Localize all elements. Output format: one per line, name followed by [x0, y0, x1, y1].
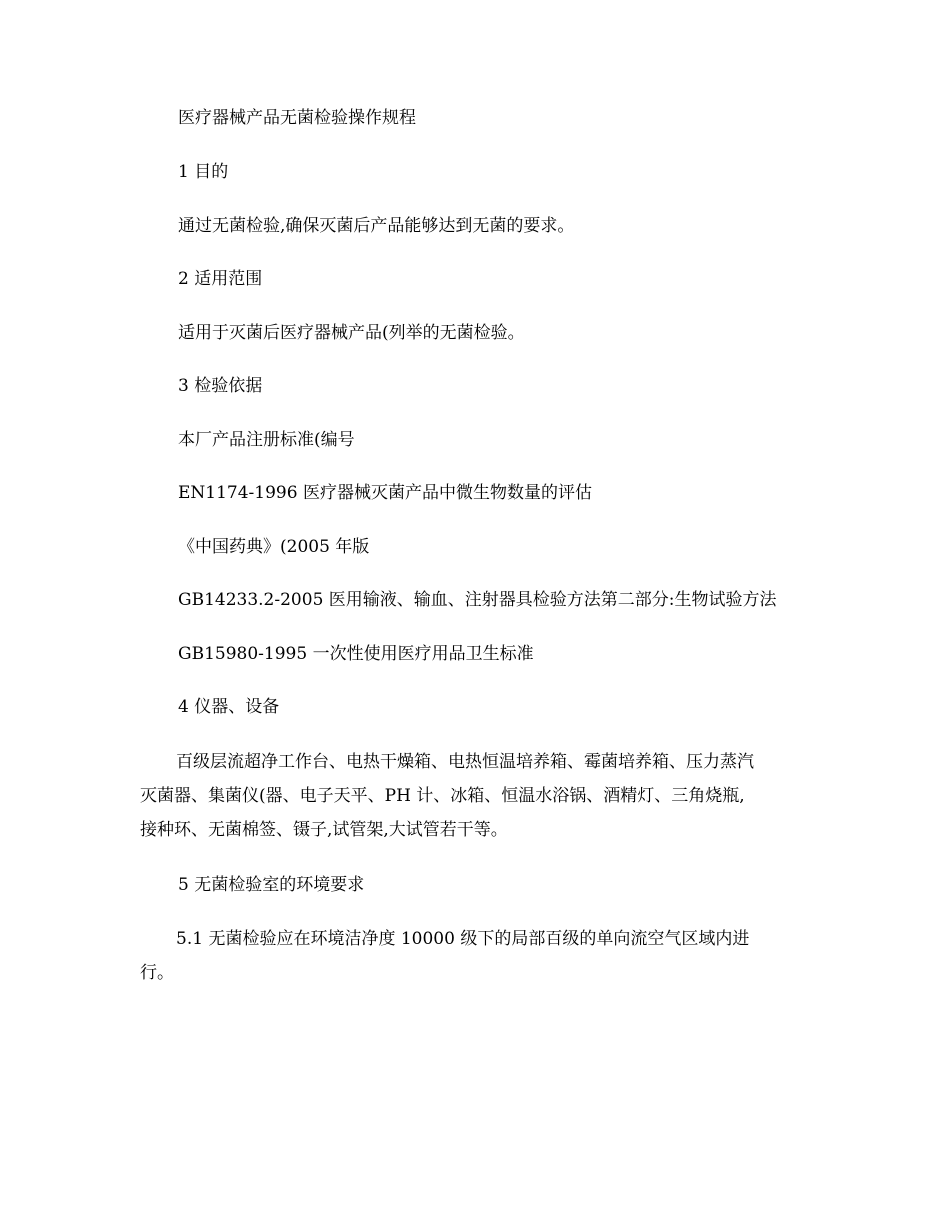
equipment-line: 百级层流超净工作台、电热干燥箱、电热恒温培养箱、霉菌培养箱、压力蒸汽 [176, 752, 754, 772]
equipment-paragraph [140, 745, 820, 847]
environment-line: 行。 [140, 963, 174, 983]
equipment-line: 接种环、无菌棉签、镊子,试管架,大试管若干等。 [140, 820, 508, 840]
section-heading-purpose: 1 目的 [178, 162, 229, 182]
section-heading-environment: 5 无菌检验室的环境要求 [178, 875, 365, 895]
basis-item: EN1174-1996 医疗器械灭菌产品中微生物数量的评估 [178, 483, 592, 503]
basis-item: 本厂产品注册标准(编号 [178, 430, 355, 450]
section-heading-scope: 2 适用范围 [178, 269, 263, 289]
purpose-text: 通过无菌检验,确保灭菌后产品能够达到无菌的要求。 [178, 216, 575, 236]
basis-item: GB15980-1995 一次性使用医疗用品卫生标准 [178, 644, 534, 664]
equipment-line: 灭菌器、集菌仪(器、电子天平、PH 计、冰箱、恒温水浴锅、酒精灯、三角烧瓶, [140, 786, 745, 806]
environment-paragraph [140, 922, 820, 990]
scope-text: 适用于灭菌后医疗器械产品(列举的无菌检验。 [178, 323, 525, 343]
document-title: 医疗器械产品无菌检验操作规程 [178, 108, 416, 128]
basis-item: GB14233.2-2005 医用输液、输血、注射器具检验方法第二部分:生物试验方法 [178, 590, 777, 610]
environment-line: 5.1 无菌检验应在环境洁净度 10000 级下的局部百级的单向流空气区域内进 [176, 929, 750, 949]
section-heading-equipment: 4 仪器、设备 [178, 697, 280, 717]
section-heading-basis: 3 检验依据 [178, 376, 263, 396]
basis-item: 《中国药典》(2005 年版 [178, 537, 370, 557]
